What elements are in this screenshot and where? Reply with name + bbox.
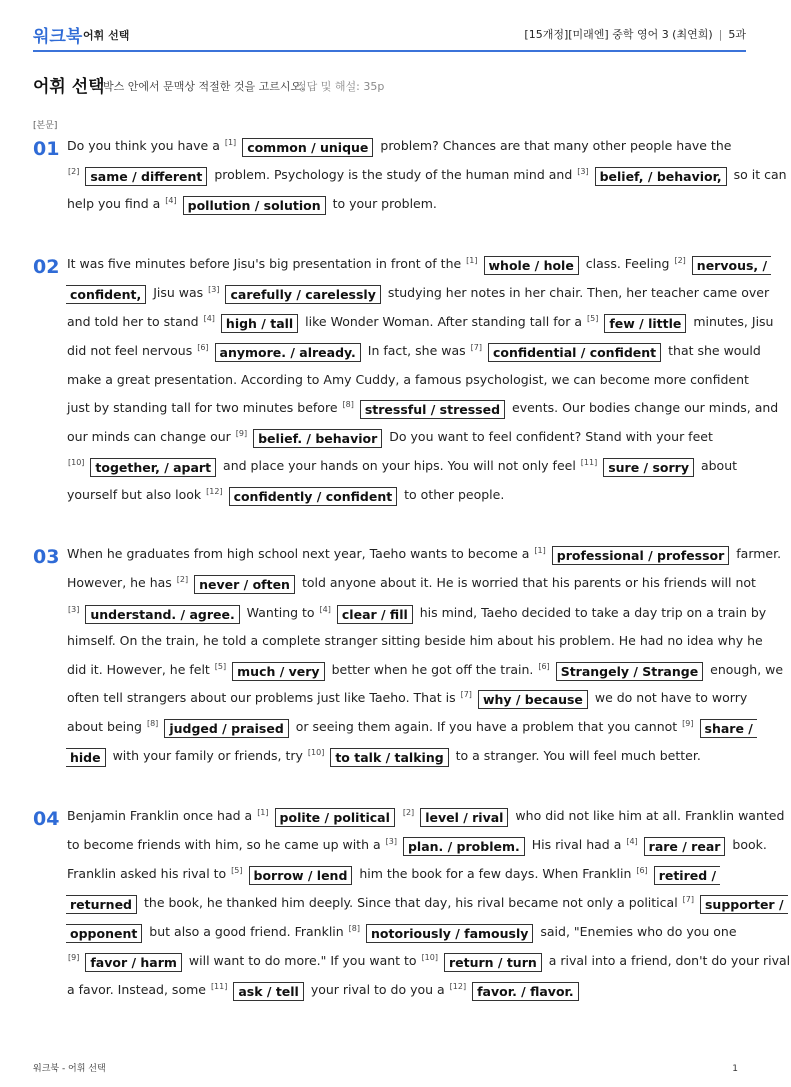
passage-line <box>63 745 738 767</box>
top-bar <box>33 0 746 52</box>
text-segment: make a great presentation. According to Amy Cuddy, a famous psychologist, we can become more confident <box>67 372 749 387</box>
choice-box[interactable]: clear / fill <box>337 605 413 624</box>
blank-index: [7] <box>682 895 694 904</box>
text-segment: In fact, she was <box>363 343 470 358</box>
choice-box[interactable]: plan. / problem. <box>403 837 525 856</box>
text-segment: problem. Psychology is the study of the human mind and <box>210 167 577 182</box>
passage-line <box>67 805 785 827</box>
choice-box[interactable]: confidently / confident <box>229 487 398 506</box>
choice-box[interactable]: supporter / <box>700 895 788 914</box>
text-segment: to your problem. <box>328 196 437 211</box>
text-segment: However, he has <box>67 575 176 590</box>
text-segment: Do you want to feel confident? Stand with your feet <box>385 429 713 444</box>
blank-index: [9] <box>235 429 248 438</box>
blank-index: [3] <box>385 837 397 846</box>
blank-index: [11] <box>210 982 228 991</box>
footer-label: 워크북 - 어휘 선택 <box>33 1064 106 1074</box>
text-segment <box>398 808 402 823</box>
text-segment: a favor. Instead, some <box>67 982 210 997</box>
text-segment: and told her to stand <box>67 314 203 329</box>
text-segment: help you find a <box>67 196 165 211</box>
passage-line <box>67 164 787 186</box>
text-segment: to a stranger. You will feel much better. <box>451 748 701 763</box>
passage-line <box>67 630 763 652</box>
blank-index: [8] <box>146 719 159 728</box>
text-segment: himself. On the train, he told a complete stranger sitting beside him about his problem. He had no idea why he <box>67 633 763 648</box>
blank-index: [1] <box>257 808 269 817</box>
passage-line <box>67 659 784 681</box>
text-segment: When he graduates from high school next year, Taeho wants to become a <box>67 546 534 561</box>
course-info <box>524 26 746 42</box>
choice-box-continued[interactable]: hide <box>66 748 106 767</box>
choice-box[interactable]: common / unique <box>242 138 373 157</box>
text-segment: or seeing them again. If you have a problem that you cannot <box>291 719 682 734</box>
passage-line <box>67 834 767 856</box>
passage-line <box>67 484 738 506</box>
choice-box[interactable]: understand. / agree. <box>85 605 239 624</box>
blank-index: [6] <box>197 343 209 352</box>
passage-line <box>63 921 738 943</box>
blank-index: [2] <box>674 256 686 265</box>
text-segment: farmer. <box>732 546 782 561</box>
text-segment: like Wonder Woman. After standing tall for a <box>301 314 586 329</box>
choice-box[interactable]: few / little <box>604 314 686 333</box>
choice-box[interactable]: retired / <box>654 866 720 885</box>
text-segment: told anyone about it. He is worried that his parents or his friends will not <box>297 575 756 590</box>
text-segment: often tell strangers about our problems just like Taeho. That is <box>67 690 460 705</box>
text-segment: better when he got off the train. <box>327 662 538 677</box>
choice-box[interactable]: belief, / behavior, <box>595 167 727 186</box>
text-segment: the book, he thanked him deeply. Since that day, his rival became not only a political <box>140 895 682 910</box>
text-segment: problem? Chances are that many other people have the <box>376 138 732 153</box>
choice-box[interactable]: carefully / carelessly <box>225 285 380 304</box>
blank-index: [12] <box>449 982 467 991</box>
passage-line <box>67 311 774 333</box>
text-segment: book. <box>728 837 767 852</box>
blank-index: [5] <box>214 662 227 671</box>
choice-box[interactable]: ask / tell <box>233 982 303 1001</box>
text-segment: Franklin asked his rival to <box>67 866 231 881</box>
blank-index: [5] <box>231 866 243 875</box>
passage-line <box>67 572 756 594</box>
choice-box[interactable]: notoriously / famously <box>366 924 533 943</box>
choice-box[interactable]: belief. / behavior <box>253 429 382 448</box>
choice-box[interactable]: sure / sorry <box>603 458 694 477</box>
text-segment: about being <box>67 719 146 734</box>
blank-index: [3] <box>577 167 589 176</box>
passage-line <box>67 543 782 565</box>
passage-line <box>67 687 748 709</box>
text-segment: did it. However, he felt <box>67 662 214 677</box>
text-segment: enough, we <box>706 662 784 677</box>
text-segment: yourself but also look <box>67 487 206 502</box>
page-number: 1 <box>732 1064 738 1074</box>
passage-line <box>67 979 738 1001</box>
text-segment: him the book for a few days. When Franklin <box>355 866 636 881</box>
blank-index: [3] <box>208 285 220 294</box>
text-segment: your rival to do you a <box>306 982 449 997</box>
blank-index: [10] <box>421 953 438 962</box>
choice-box[interactable]: confidential / confident <box>488 343 661 362</box>
passage-line <box>63 892 784 914</box>
choice-box[interactable]: rare / rear <box>644 837 726 856</box>
blank-index: [4] <box>319 605 331 614</box>
passage-line <box>67 135 738 157</box>
text-segment: did not feel nervous <box>67 343 197 358</box>
text-segment: studying her notes in her chair. Then, her teacher came over <box>383 285 770 300</box>
passage-line <box>67 455 738 477</box>
choice-box[interactable]: favor / harm <box>85 953 182 972</box>
blank-index: [8] <box>348 924 361 933</box>
text-segment: just by standing tall for two minutes before <box>67 400 342 415</box>
blank-index: [11] <box>580 458 598 467</box>
blank-index: [4] <box>626 837 638 846</box>
blank-index: [5] <box>587 314 599 323</box>
text-segment: will want to do more." If you want to <box>184 953 421 968</box>
text-segment: to become friends with him, so he came up with a <box>67 837 385 852</box>
text-segment: that she would <box>664 343 761 358</box>
choice-box-continued[interactable]: opponent <box>66 924 142 943</box>
blank-index: [6] <box>636 866 648 875</box>
blank-index: [8] <box>342 400 354 409</box>
text-segment: events. Our bodies change our minds, and <box>508 400 779 415</box>
blank-index: [1] <box>534 546 546 555</box>
choice-box-continued[interactable]: confident, <box>66 285 146 304</box>
passage-line <box>63 282 770 304</box>
text-segment: we do not have to worry <box>590 690 748 705</box>
text-segment: to other people. <box>400 487 505 502</box>
passage-line <box>67 253 768 275</box>
choice-box[interactable]: Strangely / Strange <box>556 662 704 681</box>
lesson-label: 5과 <box>728 28 746 41</box>
choice-box[interactable]: whole / hole <box>484 256 579 275</box>
blank-index: [2] <box>68 167 80 176</box>
text-segment: His rival had a <box>527 837 626 852</box>
blank-index: [10] <box>307 748 325 757</box>
text-segment: his mind, Taeho decided to take a day trip on a train by <box>415 605 767 620</box>
choice-box[interactable]: judged / praised <box>164 719 288 738</box>
passage-line <box>67 426 738 448</box>
passage-line <box>67 340 761 362</box>
passage-line <box>67 193 738 215</box>
choice-box[interactable]: same / different <box>85 167 207 186</box>
choice-box[interactable]: share / <box>700 719 757 738</box>
passage-number: 03 <box>33 546 60 568</box>
passage-line <box>67 602 767 624</box>
course-name: [15개정][미래엔] 중학 영어 3 (최연희) <box>524 28 713 41</box>
blank-index: [3] <box>68 605 80 614</box>
text-segment: with your family or friends, try <box>108 748 307 763</box>
passage-line <box>67 863 738 885</box>
passage-number: 04 <box>33 808 60 830</box>
choice-box[interactable]: pollution / solution <box>183 196 326 215</box>
text-segment: class. Feeling <box>581 256 674 271</box>
text-segment: It was five minutes before Jisu's big presentation in front of the <box>67 256 466 271</box>
blank-index: [2] <box>402 808 415 817</box>
text-segment: and place your hands on your hips. You will not only feel <box>219 458 580 473</box>
blank-index: [7] <box>460 690 472 699</box>
text-segment: Benjamin Franklin once had a <box>67 808 257 823</box>
passage-line <box>67 369 749 391</box>
choice-box[interactable]: level / rival <box>420 808 508 827</box>
choice-box[interactable]: together, / apart <box>90 458 216 477</box>
blank-index: [12] <box>206 487 223 496</box>
blank-index: [4] <box>165 196 177 205</box>
text-segment: about <box>696 458 738 473</box>
passage-line <box>67 716 753 738</box>
choice-box[interactable]: favor. / flavor. <box>472 982 579 1001</box>
blank-index: [4] <box>203 314 215 323</box>
source-label: [본문] <box>33 121 58 131</box>
choice-box[interactable]: never / often <box>194 575 295 594</box>
text-segment: who did not like him at all. Franklin wanted <box>511 808 785 823</box>
blank-index: [10] <box>68 458 85 467</box>
answer-reference: 정답 및 해설: 35p <box>296 80 385 93</box>
text-segment: a rival into a friend, don't do your rival <box>544 953 791 968</box>
blank-index: [1] <box>224 138 237 147</box>
passage-number: 02 <box>33 256 60 278</box>
choice-box[interactable]: to talk / talking <box>330 748 448 767</box>
choice-box[interactable]: why / because <box>478 690 588 709</box>
choice-box[interactable]: polite / political <box>275 808 395 827</box>
choice-box[interactable]: borrow / lend <box>249 866 353 885</box>
text-segment: Wanting to <box>242 605 319 620</box>
brand-title: 워크북 <box>33 27 83 47</box>
blank-index: [1] <box>466 256 478 265</box>
blank-index: [2] <box>176 575 189 584</box>
text-segment: but also a good friend. Franklin <box>145 924 348 939</box>
blank-index: [7] <box>470 343 482 352</box>
brand-subtitle: 어휘 선택 <box>83 29 130 42</box>
text-segment: Jisu was <box>149 285 208 300</box>
blank-index: [6] <box>538 662 550 671</box>
choice-box[interactable]: anymore. / already. <box>215 343 361 362</box>
choice-box-continued[interactable]: returned <box>66 895 137 914</box>
choice-box[interactable]: much / very <box>232 662 324 681</box>
text-segment: our minds can change our <box>67 429 235 444</box>
choice-box[interactable]: high / tall <box>221 314 298 333</box>
passage-line <box>67 397 779 419</box>
choice-box[interactable]: nervous, / <box>692 256 771 275</box>
instruction-text: 박스 안에서 문맥상 적절한 것을 고르시오. <box>103 80 305 93</box>
page-title: 어휘 선택 <box>33 77 105 97</box>
text-segment: minutes, Jisu <box>689 314 774 329</box>
choice-box[interactable]: return / turn <box>444 953 542 972</box>
text-segment: said, "Enemies who do you one <box>536 924 737 939</box>
blank-index: [9] <box>68 953 80 962</box>
separator: | <box>718 28 723 41</box>
passage-number: 01 <box>33 138 60 160</box>
choice-box[interactable]: stressful / stressed <box>360 400 505 419</box>
blank-index: [9] <box>682 719 694 728</box>
text-segment: Do you think you have a <box>67 138 224 153</box>
passage-line <box>67 950 791 972</box>
text-segment: so it can <box>729 167 787 182</box>
choice-box[interactable]: professional / professor <box>552 546 730 565</box>
